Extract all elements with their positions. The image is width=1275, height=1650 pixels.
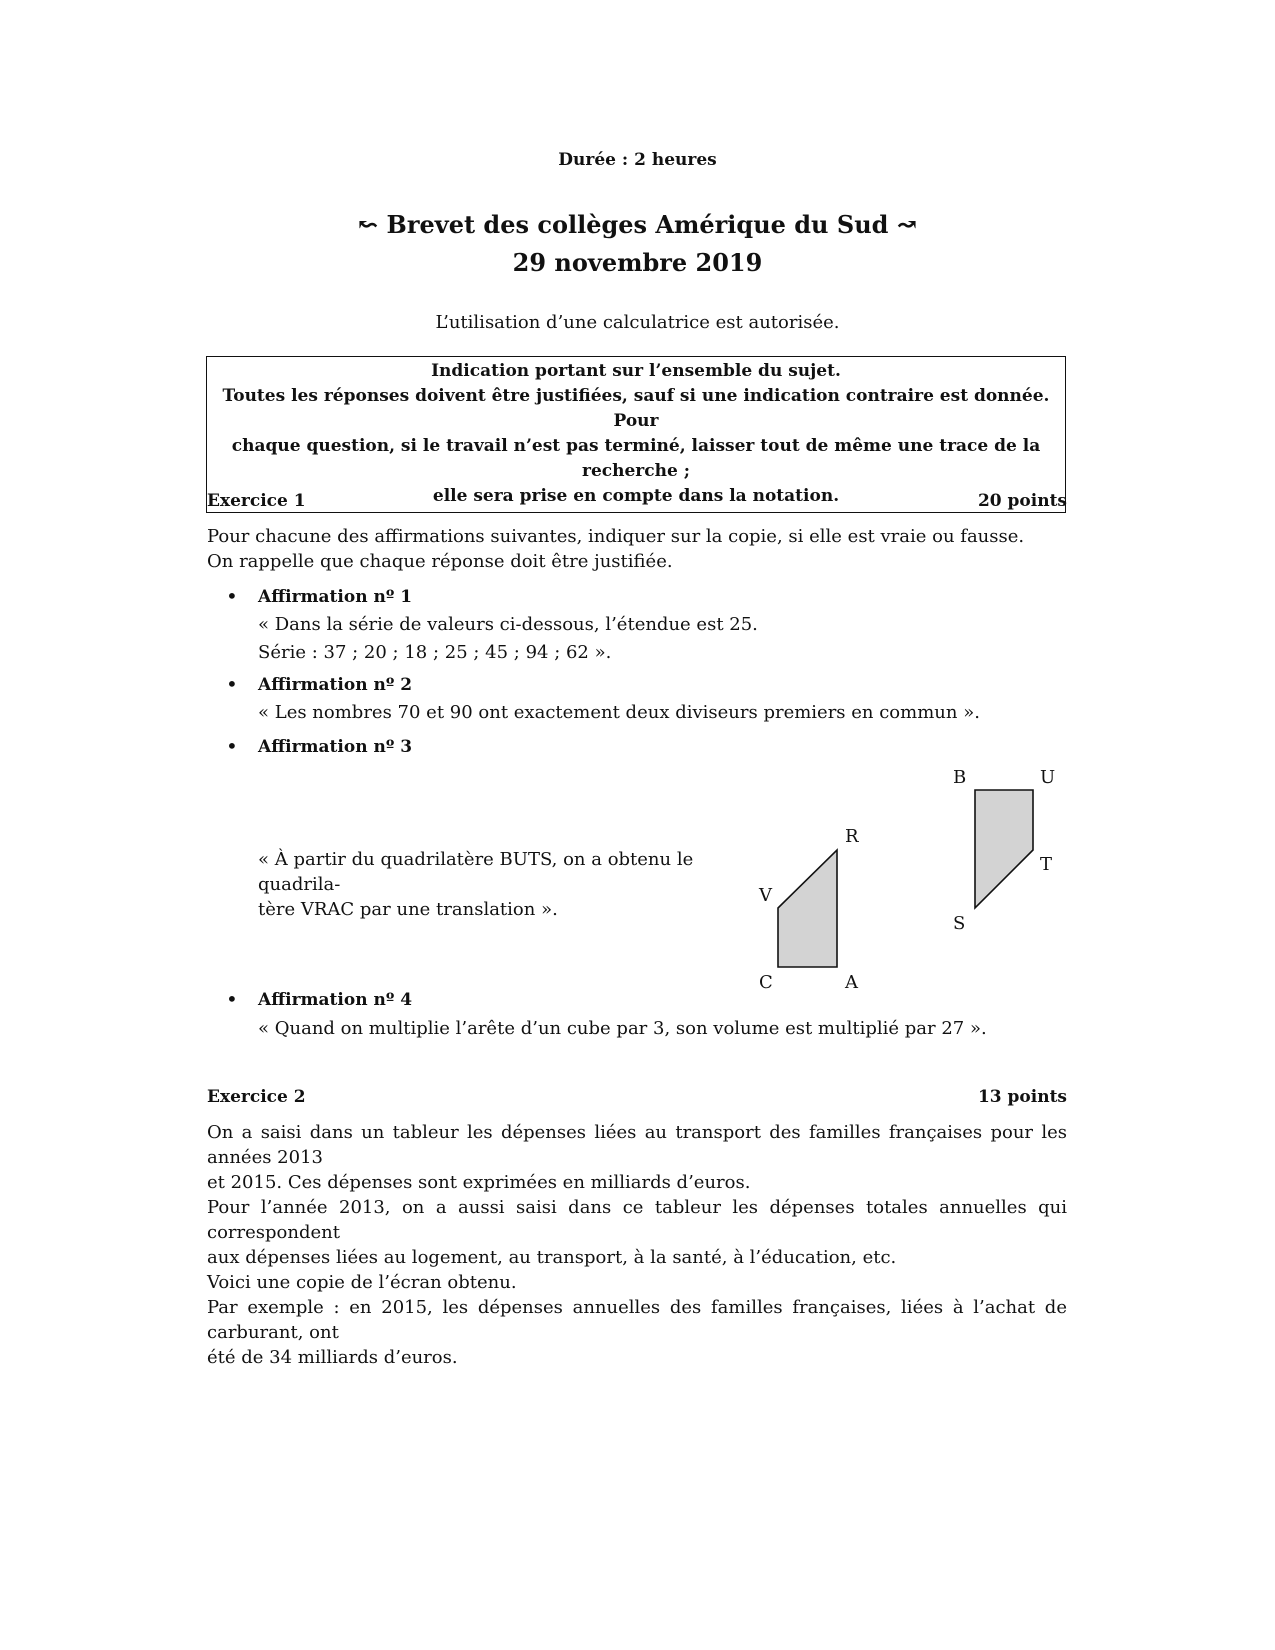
ex2-p4-line-2: été de 34 milliards d’euros. (207, 1347, 458, 1368)
ex2-p1-line-2: et 2015. Ces dépenses sont exprimées en milliards d’euros. (207, 1172, 751, 1193)
label-s: S (953, 913, 966, 934)
title-date: 29 novembre 2019 (512, 248, 763, 277)
affirmation-3-line-2: tère VRAC par une translation ». (258, 899, 558, 920)
label-r: R (845, 826, 859, 847)
duration-label: Durée : 2 heures (558, 150, 717, 170)
affirmation-4-line-1: « Quand on multiplie l’arête d’un cube par 3, son volume est multiplié par 27 ». (258, 1018, 987, 1039)
ex2-p1-line-1: On a saisi dans un tableur les dépenses liées au transport des familles françaises pour les années 2013 (207, 1122, 1067, 1168)
exercise-2-points: 13 points (977, 1087, 1067, 1107)
exercise-1-title: Exercice 1 (207, 491, 306, 511)
affirmation-1-title: Affirmation nº 1 (258, 587, 413, 607)
affirmation-3-title: Affirmation nº 3 (258, 737, 413, 757)
label-b: B (953, 767, 967, 788)
label-v: V (759, 885, 772, 906)
notice-line-2: Toutes les réponses doivent être justifiées, sauf si une indication contraire est donnée. Pour (222, 386, 1050, 431)
quadrilateral-buts (975, 790, 1033, 908)
ex2-p2-line-1: Pour l’année 2013, on a aussi saisi dans ce tableur les dépenses totales annuelles qui correspondent (207, 1197, 1067, 1243)
exercise-1-points: 20 points (977, 491, 1067, 511)
affirmation-2-line-1: « Les nombres 70 et 90 ont exactement deux diviseurs premiers en commun ». (258, 702, 980, 723)
affirmation-1-line-2: Série : 37 ; 20 ; 18 ; 25 ; 45 ; 94 ; 62 ». (258, 642, 612, 663)
affirmation-4-title: Affirmation nº 4 (258, 990, 413, 1010)
ex2-p3: Voici une copie de l’écran obtenu. (207, 1272, 517, 1293)
affirmation-3-line-1: « À partir du quadrilatère BUTS, on a obtenu le quadrila- (258, 849, 694, 895)
label-u: U (1040, 767, 1056, 788)
bullet-4: • (226, 987, 238, 1011)
quadrilateral-vrac (778, 850, 837, 967)
exercise-2-title: Exercice 2 (207, 1087, 306, 1107)
label-c: C (759, 972, 773, 993)
exercise-2-text (207, 1120, 1067, 1370)
label-a: A (845, 972, 858, 993)
notice-line-1: Indication portant sur l’ensemble du sujet. (431, 361, 841, 381)
ex2-p4-line-1: Par exemple : en 2015, les dépenses annuelles des familles françaises, liées à l’achat de carburant, ont (207, 1297, 1067, 1343)
intro-line-1: Pour chacune des affirmations suivantes, indiquer sur la copie, si elle est vraie ou fausse. (207, 526, 1025, 547)
notice-line-3: chaque question, si le travail n’est pas terminé, laisser tout de même une trace de la recherche ; (231, 436, 1041, 481)
bullet-1: • (226, 584, 238, 608)
intro-line-2: On rappelle que chaque réponse doit être justifiée. (207, 551, 673, 572)
label-t: T (1040, 854, 1053, 875)
affirmation-2-title: Affirmation nº 2 (258, 675, 413, 695)
title-line-1: ↜ Brevet des collèges Amérique du Sud ↝ (358, 210, 917, 239)
bullet-3: • (226, 734, 238, 758)
exercise-2-header (207, 1087, 1067, 1107)
notice-line-4: elle sera prise en compte dans la notation. (432, 486, 840, 506)
ex2-p2-line-2: aux dépenses liées au logement, au transport, à la santé, à l’éducation, etc. (207, 1247, 897, 1268)
affirmation-1-line-1: « Dans la série de valeurs ci-dessous, l’étendue est 25. (258, 614, 758, 635)
bullet-2: • (226, 672, 238, 696)
calculator-note: L’utilisation d’une calculatrice est autorisée. (435, 312, 840, 333)
